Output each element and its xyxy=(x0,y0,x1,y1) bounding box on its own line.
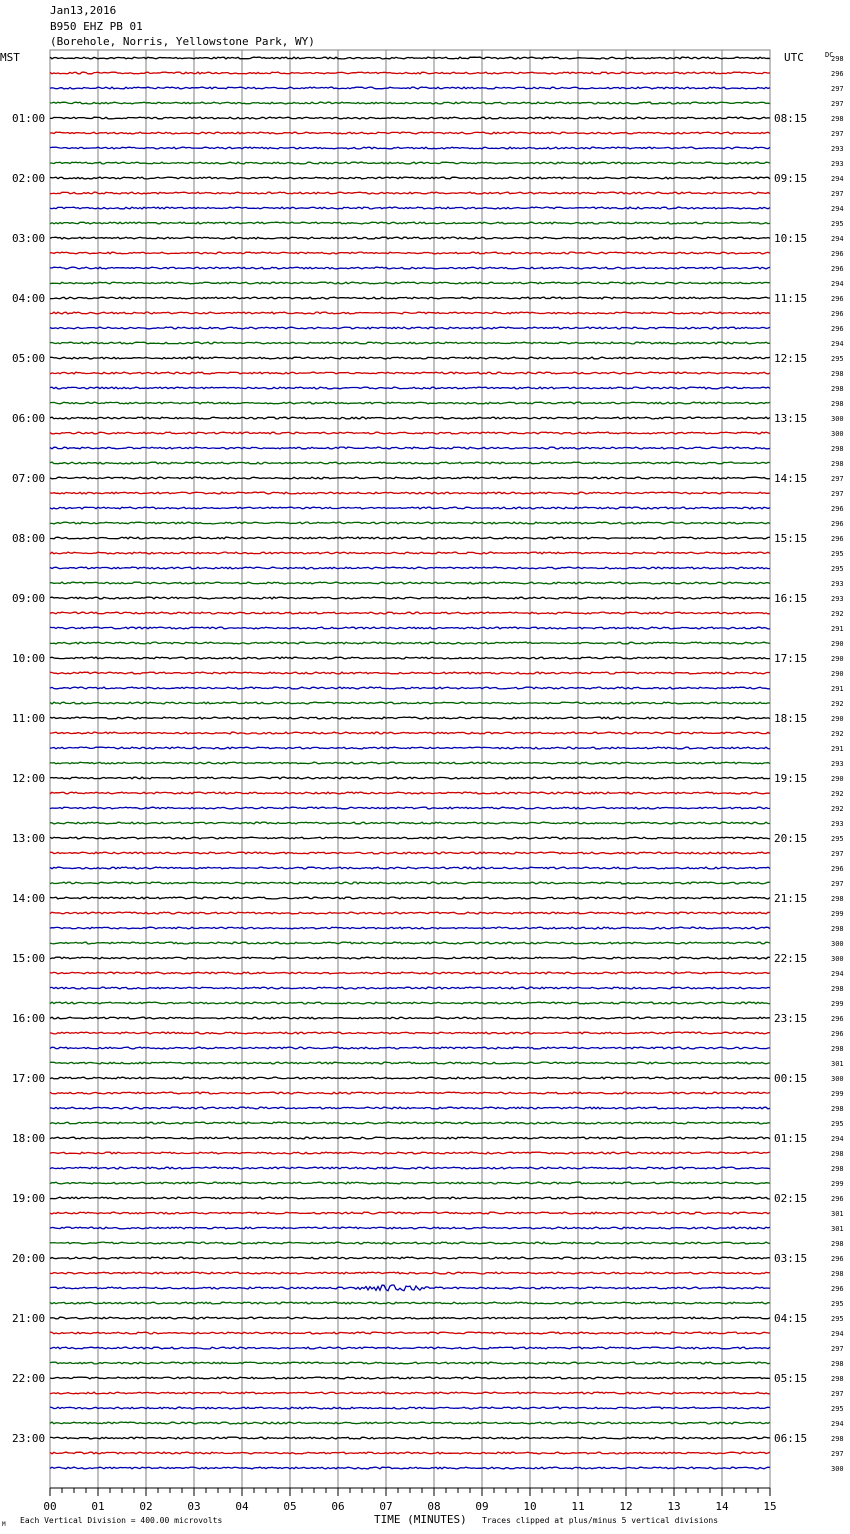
trace-line xyxy=(50,222,770,224)
left-hour-label: 03:00 xyxy=(12,232,46,245)
trace-line xyxy=(50,687,770,689)
x-tick-label: 11 xyxy=(571,1500,585,1513)
trace-line xyxy=(50,507,770,509)
left-hour-label: 10:00 xyxy=(12,652,46,665)
dc-offset-label: 297 xyxy=(831,475,844,483)
trace-line xyxy=(50,1032,770,1034)
dc-offset-label: 300 xyxy=(831,430,844,438)
trace-line xyxy=(50,402,770,404)
dc-offset-label: 297 xyxy=(831,490,844,498)
dc-offset-label: 298 xyxy=(831,1105,844,1113)
left-hour-label: 09:00 xyxy=(12,592,46,605)
dc-offset-label: 291 xyxy=(831,745,844,753)
dc-offset-label: 298 xyxy=(831,370,844,378)
dc-offset-label: 290 xyxy=(831,670,844,678)
dc-offset-label: 296 xyxy=(831,310,844,318)
x-axis xyxy=(43,1488,776,1513)
dc-offset-label: 292 xyxy=(831,730,844,738)
dc-offset-label: 293 xyxy=(831,580,844,588)
trace-line xyxy=(50,342,770,344)
right-hour-label: 06:15 xyxy=(774,1432,808,1445)
trace-line xyxy=(50,1152,770,1154)
dc-offset-label: 293 xyxy=(831,820,844,828)
x-tick-label: 15 xyxy=(763,1500,777,1513)
clip-note: Traces clipped at plus/minus 5 vertical divisions xyxy=(482,1516,719,1525)
x-tick-label: 05 xyxy=(283,1500,297,1513)
trace-line xyxy=(50,1377,770,1379)
trace-line xyxy=(50,852,770,854)
trace-line xyxy=(50,837,770,839)
x-tick-label: 13 xyxy=(667,1500,681,1513)
dc-offset-label: 300 xyxy=(831,940,844,948)
dc-offset-label: 294 xyxy=(831,175,844,183)
right-hour-label: 01:15 xyxy=(774,1132,808,1145)
dc-offset-label: 298 xyxy=(831,1150,844,1158)
trace-line xyxy=(50,1242,770,1244)
left-hour-label: 06:00 xyxy=(12,412,46,425)
right-hour-label: 19:15 xyxy=(774,772,808,785)
right-hour-label: 10:15 xyxy=(774,232,808,245)
trace-line xyxy=(50,267,770,269)
dc-offset-label: 298 xyxy=(831,385,844,393)
trace-line xyxy=(50,297,770,299)
dc-offset-label: 296 xyxy=(831,520,844,528)
trace-line xyxy=(50,1272,770,1274)
header-station: B950 EHZ PB 01 xyxy=(50,20,143,33)
dc-offset-label: 292 xyxy=(831,805,844,813)
dc-offset-label: 291 xyxy=(831,685,844,693)
trace-line xyxy=(50,582,770,584)
trace-line xyxy=(50,1392,770,1394)
trace-line xyxy=(50,1302,770,1304)
dc-offset-label: 294 xyxy=(831,205,844,213)
x-tick-label: 07 xyxy=(379,1500,393,1513)
x-tick-label: 04 xyxy=(235,1500,249,1513)
dc-offset-label: 298 xyxy=(831,1045,844,1053)
trace-line xyxy=(50,912,770,914)
left-hour-label: 02:00 xyxy=(12,172,46,185)
trace-line xyxy=(50,252,770,254)
dc-offset-label: 298 xyxy=(831,1270,844,1278)
dc-offset-label: 299 xyxy=(831,1090,844,1098)
dc-offset-label: 295 xyxy=(831,550,844,558)
dc-offset-label: 293 xyxy=(831,595,844,603)
dc-offset-label: 295 xyxy=(831,355,844,363)
left-hour-label: 17:00 xyxy=(12,1072,46,1085)
dc-offset-label: 300 xyxy=(831,1465,844,1473)
corner-mark: M xyxy=(2,1521,6,1528)
trace-line xyxy=(50,1347,770,1349)
right-hour-label: 05:15 xyxy=(774,1372,808,1385)
dc-offset-label: 290 xyxy=(831,715,844,723)
right-hour-label: 21:15 xyxy=(774,892,808,905)
trace-line xyxy=(50,1017,770,1019)
dc-offset-label: 299 xyxy=(831,1180,844,1188)
dc-offset-label: 296 xyxy=(831,505,844,513)
right-hour-label: 02:15 xyxy=(774,1192,808,1205)
right-hour-label: 16:15 xyxy=(774,592,808,605)
trace-line xyxy=(50,1122,770,1124)
trace-line xyxy=(50,522,770,524)
trace-line xyxy=(50,1002,770,1004)
x-tick-label: 09 xyxy=(475,1500,489,1513)
trace-line xyxy=(50,1332,770,1334)
dc-offset-label: 295 xyxy=(831,835,844,843)
right-hour-label: 03:15 xyxy=(774,1252,808,1265)
trace-line xyxy=(50,1285,770,1291)
right-hour-label: 09:15 xyxy=(774,172,808,185)
trace-line xyxy=(50,1317,770,1319)
dc-offset-label: 298 xyxy=(831,115,844,123)
right-hour-label: 04:15 xyxy=(774,1312,808,1325)
dc-offset-label: 295 xyxy=(831,1300,844,1308)
right-hour-label: 00:15 xyxy=(774,1072,808,1085)
trace-line xyxy=(50,897,770,899)
dc-offset-label: 298 xyxy=(831,985,844,993)
dc-offset-label: 294 xyxy=(831,235,844,243)
trace-line xyxy=(50,1092,770,1094)
dc-offset-label: 298 xyxy=(831,445,844,453)
trace-line xyxy=(50,477,770,479)
dc-offset-label: 297 xyxy=(831,190,844,198)
dc-offset-label: 298 xyxy=(831,1165,844,1173)
trace-line xyxy=(50,597,770,599)
left-hour-label: 16:00 xyxy=(12,1012,46,1025)
trace-line xyxy=(50,777,770,779)
dc-offset-label: 298 xyxy=(831,55,844,63)
trace-line xyxy=(50,1212,770,1214)
dc-offset-label: 296 xyxy=(831,1195,844,1203)
dc-offset-label: 296 xyxy=(831,70,844,78)
trace-line xyxy=(50,657,770,659)
header-location: (Borehole, Norris, Yellowstone Park, WY) xyxy=(50,35,315,48)
dc-offset-label: 298 xyxy=(831,400,844,408)
trace-line xyxy=(50,357,770,359)
dc-offset-label: 296 xyxy=(831,1285,844,1293)
trace-line xyxy=(50,417,770,419)
trace-line xyxy=(50,702,770,704)
right-hour-label: 13:15 xyxy=(774,412,808,425)
dc-offset-label: 297 xyxy=(831,1345,844,1353)
trace-line xyxy=(50,717,770,719)
trace-line xyxy=(50,1467,770,1469)
trace-line xyxy=(50,192,770,194)
x-tick-label: 10 xyxy=(523,1500,537,1513)
dc-offset-label: 296 xyxy=(831,1255,844,1263)
right-hour-label: 14:15 xyxy=(774,472,808,485)
trace-line xyxy=(50,102,770,104)
trace-line xyxy=(50,462,770,464)
scale-note: Each Vertical Division = 400.00 microvolts xyxy=(20,1516,223,1525)
right-hour-label: 18:15 xyxy=(774,712,808,725)
dc-offset-label: 300 xyxy=(831,415,844,423)
dc-offset-label: 298 xyxy=(831,1375,844,1383)
dc-offset-label: 301 xyxy=(831,1210,844,1218)
left-hour-label: 18:00 xyxy=(12,1132,46,1145)
dc-offset-label: 292 xyxy=(831,700,844,708)
dc-offset-label: 298 xyxy=(831,1360,844,1368)
trace-line xyxy=(50,57,770,59)
left-zone-label: MST xyxy=(0,51,20,64)
left-hour-label: 23:00 xyxy=(12,1432,46,1445)
trace-line xyxy=(50,822,770,824)
dc-offset-label: 294 xyxy=(831,1420,844,1428)
trace-line xyxy=(50,1407,770,1409)
dc-offset-label: 297 xyxy=(831,130,844,138)
seismic-traces xyxy=(50,55,844,1473)
trace-line xyxy=(50,732,770,734)
trace-line xyxy=(50,1197,770,1199)
dc-offset-label: 294 xyxy=(831,1330,844,1338)
x-tick-label: 03 xyxy=(187,1500,201,1513)
dc-offset-label: 297 xyxy=(831,100,844,108)
trace-line xyxy=(50,1137,770,1139)
trace-line xyxy=(50,1437,770,1439)
trace-line xyxy=(50,1257,770,1259)
dc-offset-label: 301 xyxy=(831,1225,844,1233)
dc-offset-label: 292 xyxy=(831,790,844,798)
left-hour-label: 04:00 xyxy=(12,292,46,305)
right-hour-label: 15:15 xyxy=(774,532,808,545)
dc-offset-label: 293 xyxy=(831,160,844,168)
left-hour-label: 20:00 xyxy=(12,1252,46,1265)
x-tick-label: 02 xyxy=(139,1500,153,1513)
x-tick-label: 06 xyxy=(331,1500,345,1513)
right-hour-label: 23:15 xyxy=(774,1012,808,1025)
trace-line xyxy=(50,567,770,569)
dc-offset-label: 298 xyxy=(831,460,844,468)
dc-offset-label: 297 xyxy=(831,880,844,888)
trace-line xyxy=(50,117,770,119)
trace-line xyxy=(50,957,770,959)
trace-line xyxy=(50,747,770,749)
left-hour-label: 14:00 xyxy=(12,892,46,905)
dc-offset-label: 296 xyxy=(831,1015,844,1023)
dc-offset-label: 295 xyxy=(831,220,844,228)
trace-line xyxy=(50,87,770,89)
trace-line xyxy=(50,492,770,494)
right-hour-label: 20:15 xyxy=(774,832,808,845)
trace-line xyxy=(50,1167,770,1169)
trace-line xyxy=(50,1047,770,1049)
trace-line xyxy=(50,987,770,989)
trace-line xyxy=(50,147,770,149)
dc-offset-label: 296 xyxy=(831,535,844,543)
dc-offset-label: 291 xyxy=(831,625,844,633)
left-hour-label: 11:00 xyxy=(12,712,46,725)
left-hour-label: 22:00 xyxy=(12,1372,46,1385)
dc-offset-label: 290 xyxy=(831,775,844,783)
dc-offset-label: 300 xyxy=(831,955,844,963)
dc-offset-label: 298 xyxy=(831,925,844,933)
x-tick-label: 14 xyxy=(715,1500,729,1513)
left-hour-label: 08:00 xyxy=(12,532,46,545)
trace-line xyxy=(50,72,770,74)
dc-offset-label: 297 xyxy=(831,850,844,858)
trace-line xyxy=(50,642,770,644)
trace-line xyxy=(50,1362,770,1364)
trace-line xyxy=(50,972,770,974)
trace-line xyxy=(50,792,770,794)
trace-line xyxy=(50,237,770,239)
dc-offset-label: 297 xyxy=(831,85,844,93)
dc-offset-label: 294 xyxy=(831,280,844,288)
trace-line xyxy=(50,162,770,164)
dc-offset-label: 299 xyxy=(831,1000,844,1008)
left-hour-label: 21:00 xyxy=(12,1312,46,1325)
trace-line xyxy=(50,537,770,539)
trace-line xyxy=(50,1077,770,1079)
left-hour-label: 05:00 xyxy=(12,352,46,365)
trace-line xyxy=(50,762,770,764)
left-hour-label: 19:00 xyxy=(12,1192,46,1205)
dc-offset-label: 295 xyxy=(831,1405,844,1413)
trace-line xyxy=(50,447,770,449)
dc-offset-label: 292 xyxy=(831,610,844,618)
trace-line xyxy=(50,627,770,629)
right-hour-label: 22:15 xyxy=(774,952,808,965)
dc-offset-label: 298 xyxy=(831,1240,844,1248)
dc-offset-label: 298 xyxy=(831,895,844,903)
dc-offset-label: 301 xyxy=(831,1060,844,1068)
left-hour-label: 12:00 xyxy=(12,772,46,785)
right-zone-label: UTC xyxy=(784,51,804,64)
trace-line xyxy=(50,372,770,374)
x-axis-label: TIME (MINUTES) xyxy=(374,1513,467,1526)
trace-line xyxy=(50,432,770,434)
right-hour-label: 08:15 xyxy=(774,112,808,125)
dc-offset-label: 290 xyxy=(831,640,844,648)
trace-line xyxy=(50,612,770,614)
dc-offset-label: 295 xyxy=(831,1120,844,1128)
right-hour-label: 11:15 xyxy=(774,292,808,305)
dc-offset-label: 300 xyxy=(831,1075,844,1083)
trace-line xyxy=(50,882,770,884)
dc-label: DC xyxy=(825,51,834,59)
dc-offset-label: 290 xyxy=(831,655,844,663)
left-hour-label: 15:00 xyxy=(12,952,46,965)
left-hour-label: 07:00 xyxy=(12,472,46,485)
x-tick-label: 12 xyxy=(619,1500,633,1513)
dc-offset-label: 293 xyxy=(831,760,844,768)
x-tick-label: 08 xyxy=(427,1500,441,1513)
dc-offset-label: 295 xyxy=(831,1315,844,1323)
right-hour-label: 12:15 xyxy=(774,352,808,365)
trace-line xyxy=(50,1062,770,1064)
x-tick-label: 01 xyxy=(91,1500,105,1513)
dc-offset-label: 296 xyxy=(831,865,844,873)
dc-offset-label: 294 xyxy=(831,1135,844,1143)
left-hour-label: 13:00 xyxy=(12,832,46,845)
trace-line xyxy=(50,1422,770,1424)
left-hour-label: 01:00 xyxy=(12,112,46,125)
trace-line xyxy=(50,1182,770,1184)
dc-offset-label: 296 xyxy=(831,250,844,258)
dc-offset-label: 298 xyxy=(831,1435,844,1443)
trace-line xyxy=(50,207,770,209)
right-hour-label: 17:15 xyxy=(774,652,808,665)
dc-offset-label: 299 xyxy=(831,910,844,918)
trace-line xyxy=(50,282,770,284)
trace-line xyxy=(50,1107,770,1109)
trace-line xyxy=(50,672,770,674)
trace-line xyxy=(50,177,770,179)
dc-offset-label: 295 xyxy=(831,565,844,573)
dc-offset-label: 294 xyxy=(831,340,844,348)
dc-offset-label: 293 xyxy=(831,145,844,153)
dc-offset-label: 297 xyxy=(831,1390,844,1398)
trace-line xyxy=(50,1452,770,1454)
trace-line xyxy=(50,807,770,809)
trace-line xyxy=(50,552,770,554)
trace-line xyxy=(50,327,770,329)
dc-offset-label: 297 xyxy=(831,1450,844,1458)
trace-line xyxy=(50,132,770,134)
header-date: Jan13,2016 xyxy=(50,4,117,17)
trace-line xyxy=(50,387,770,389)
trace-line xyxy=(50,867,770,869)
dc-offset-label: 296 xyxy=(831,325,844,333)
x-tick-label: 00 xyxy=(43,1500,57,1513)
dc-offset-label: 294 xyxy=(831,970,844,978)
trace-line xyxy=(50,312,770,314)
dc-offset-label: 296 xyxy=(831,1030,844,1038)
dc-offset-label: 296 xyxy=(831,265,844,273)
trace-line xyxy=(50,927,770,929)
trace-line xyxy=(50,1227,770,1229)
trace-line xyxy=(50,942,770,944)
dc-offset-label: 296 xyxy=(831,295,844,303)
